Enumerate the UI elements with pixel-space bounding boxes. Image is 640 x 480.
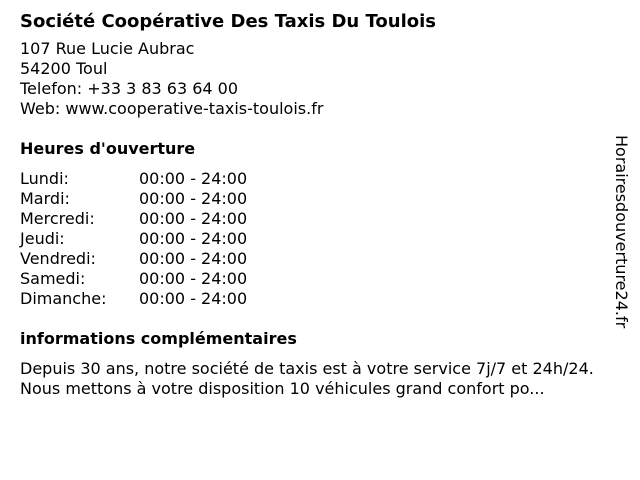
info-heading: informations complémentaires — [20, 329, 297, 348]
hours-row — [20, 189, 610, 209]
watermark-text: Horairesdouverture24.fr — [612, 135, 631, 329]
hours-day: Vendredi: — [20, 249, 96, 268]
website-line[interactable]: Web: www.cooperative-taxis-toulois.fr — [20, 99, 324, 118]
hours-row — [20, 209, 610, 229]
hours-day: Jeudi: — [20, 229, 65, 248]
hours-row — [20, 289, 610, 309]
address-street: 107 Rue Lucie Aubrac — [20, 39, 195, 58]
hours-time: 00:00 - 24:00 — [139, 169, 248, 188]
hours-heading: Heures d'ouverture — [20, 139, 196, 158]
hours-time: 00:00 - 24:00 — [139, 189, 248, 208]
hours-row — [20, 249, 610, 269]
address-city: 54200 Toul — [20, 59, 108, 78]
hours-time: 00:00 - 24:00 — [139, 289, 248, 308]
hours-time: 00:00 - 24:00 — [139, 249, 248, 268]
hours-row — [20, 169, 610, 189]
phone-line[interactable]: Telefon: +33 3 83 63 64 00 — [20, 79, 239, 98]
hours-day: Lundi: — [20, 169, 69, 188]
hours-time: 00:00 - 24:00 — [139, 269, 248, 288]
hours-day: Mercredi: — [20, 209, 95, 228]
info-description: Depuis 30 ans, notre société de taxis est à votre service 7j/7 et 24h/24. Nous mettons à votre disposition 10 véhicules grand confort po... — [20, 359, 594, 398]
business-name: Société Coopérative Des Taxis Du Toulois — [20, 11, 437, 32]
hours-row — [20, 269, 610, 289]
hours-time: 00:00 - 24:00 — [139, 209, 248, 228]
hours-time: 00:00 - 24:00 — [139, 229, 248, 248]
opening-hours-table — [20, 169, 610, 309]
hours-day: Mardi: — [20, 189, 70, 208]
hours-row — [20, 229, 610, 249]
business-card — [20, 9, 610, 399]
hours-day: Samedi: — [20, 269, 86, 288]
hours-day: Dimanche: — [20, 289, 107, 308]
